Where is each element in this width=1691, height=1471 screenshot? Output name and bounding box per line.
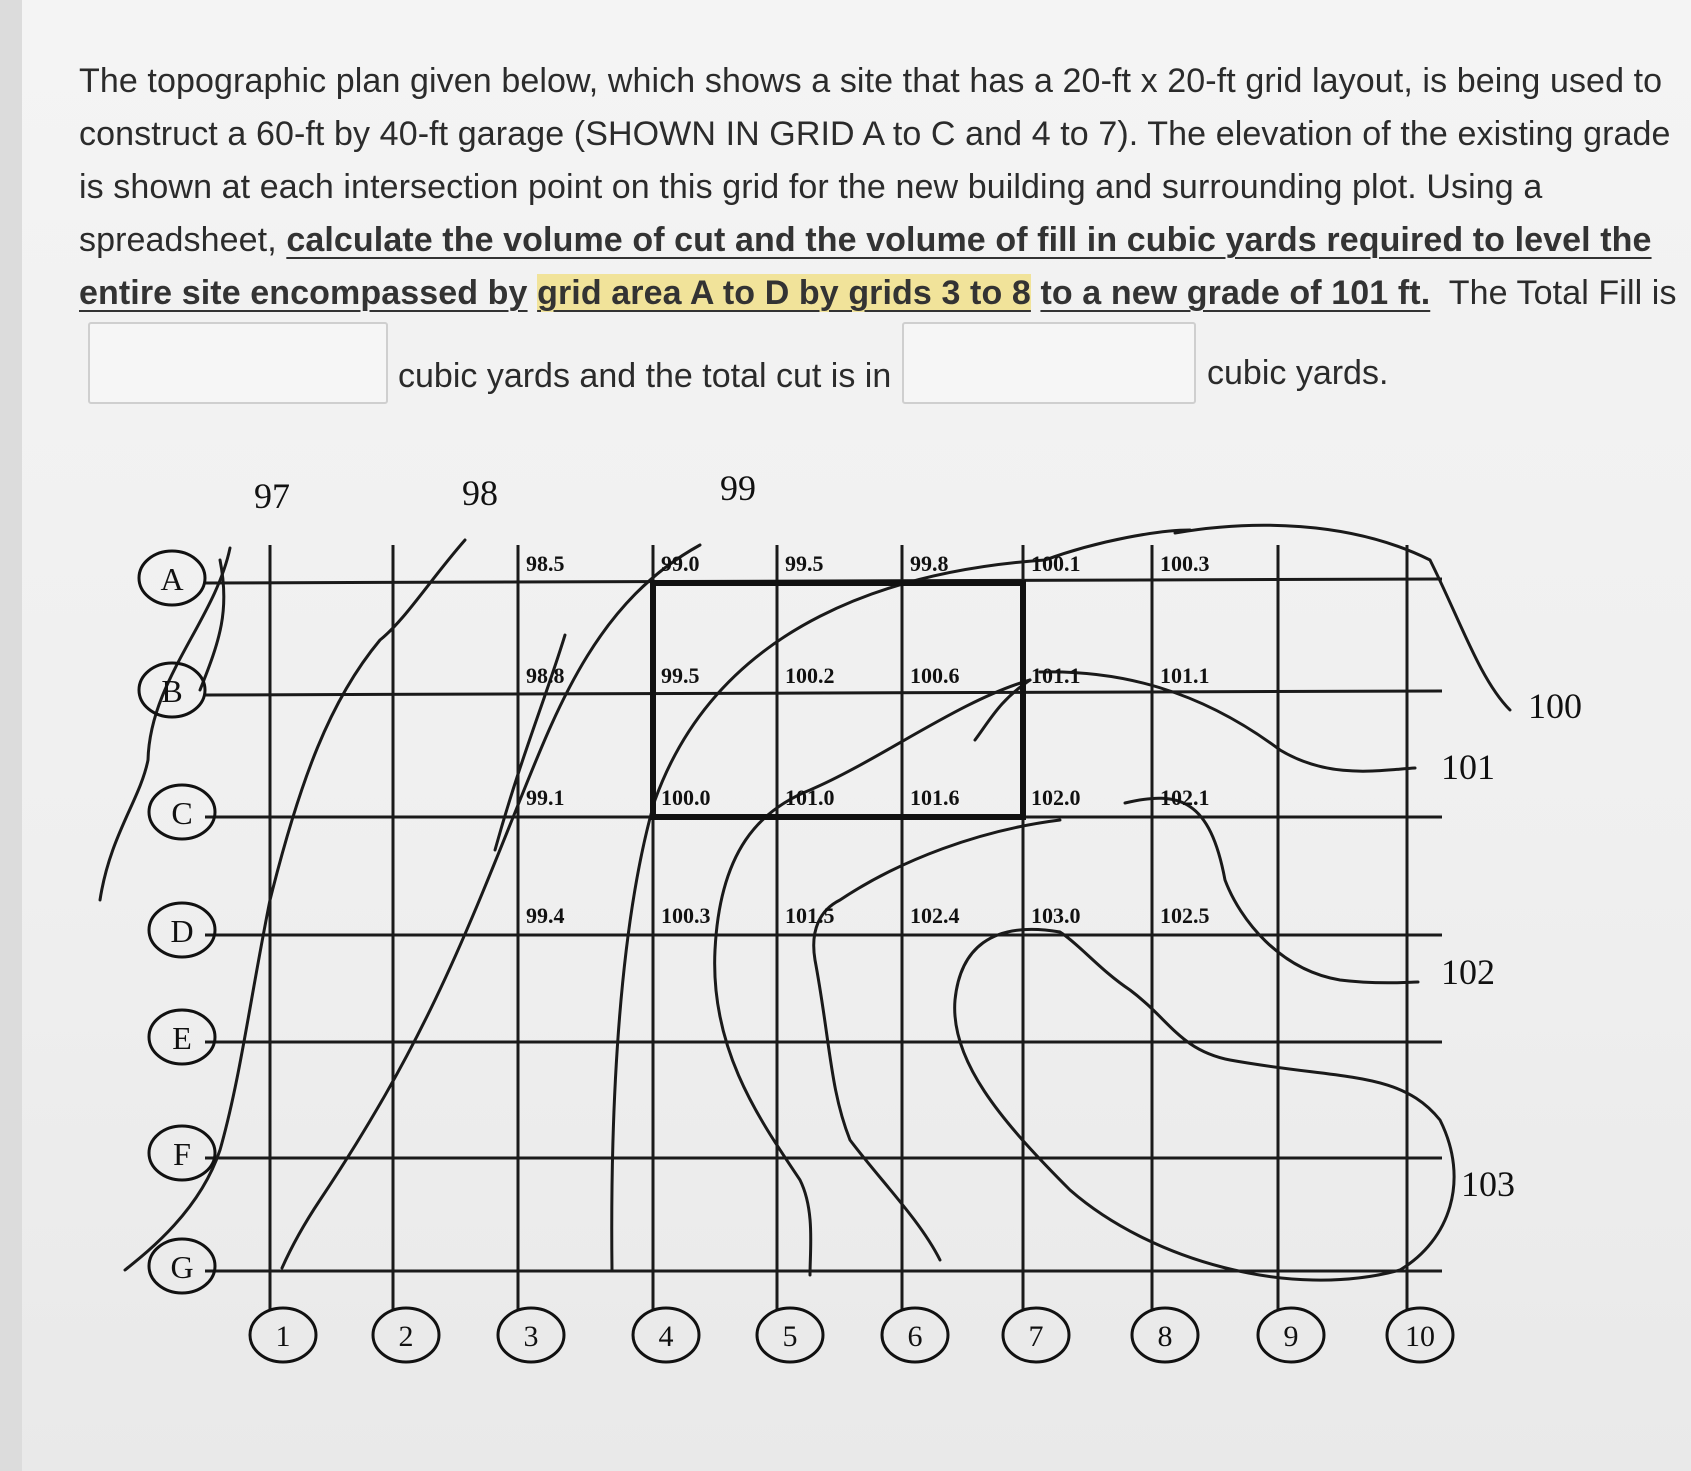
- contour-label: 99: [720, 468, 756, 508]
- column-label: 5: [782, 1320, 798, 1353]
- problem-text-intro: The topographic plan given below, which shows a site that has a 20-ft x 20-ft grid layout, is being used to construct a 60-ft by 40-ft garage (SHOWN IN GRID A to C and 4 to 7). The elevation of the existing grade is shown at each intersection point on this grid for the new building and surrounding plot. Using a spreadsheet,: [79, 62, 1671, 259]
- elevation-value: 101.1: [1031, 663, 1081, 688]
- elevation-value: 100.6: [910, 663, 960, 688]
- cut-unit-label: cubic yards.: [1207, 354, 1389, 392]
- problem-underlined-1: calculate the volume of cut and the volume of fill in cubic yards required to level the entire site encompassed by: [79, 221, 1652, 312]
- problem-underlined-2: to a new grade of 101 ft.: [1040, 274, 1431, 312]
- column-label: 1: [275, 1320, 291, 1353]
- column-label: 10: [1405, 1320, 1435, 1353]
- row-label: D: [170, 913, 194, 949]
- row-label: C: [171, 795, 193, 831]
- contour-102: [814, 798, 1418, 1260]
- elevation-value: 100.2: [785, 663, 835, 688]
- contour-label: 103: [1461, 1164, 1515, 1204]
- row-labels: [139, 551, 215, 1293]
- elevation-value: 99.1: [526, 785, 565, 810]
- elevation-value: 101.0: [785, 785, 835, 810]
- row-label: A: [160, 561, 184, 597]
- elevation-value: 100.3: [1160, 551, 1210, 576]
- elevation-value: 102.0: [1031, 785, 1081, 810]
- elevation-value: 102.4: [910, 903, 960, 928]
- elevation-value: 100.3: [661, 903, 711, 928]
- column-label: 7: [1028, 1320, 1044, 1353]
- column-label: 4: [658, 1320, 674, 1353]
- contour-label: 102: [1441, 952, 1495, 992]
- elevation-value: 99.5: [785, 551, 824, 576]
- elevation-value: 99.0: [661, 551, 700, 576]
- elevation-value: 99.8: [910, 551, 949, 576]
- problem-highlighted: grid area A to D by grids 3 to 8: [537, 274, 1031, 312]
- elevation-value: 101.6: [910, 785, 960, 810]
- column-label: 3: [523, 1320, 539, 1353]
- elevation-value: 100.0: [661, 785, 711, 810]
- garage-footprint: [653, 583, 1023, 817]
- column-label: 9: [1283, 1320, 1299, 1353]
- contour-99: [282, 545, 700, 1268]
- elevation-value: 102.1: [1160, 785, 1210, 810]
- contour-97: [100, 548, 230, 900]
- contour-label: 97: [254, 476, 290, 516]
- contour-label: 101: [1441, 747, 1495, 787]
- elevation-value: 101.1: [1160, 663, 1210, 688]
- row-label: E: [172, 1020, 192, 1056]
- elevation-value: 98.5: [526, 551, 565, 576]
- column-label: 6: [907, 1320, 923, 1353]
- elevation-value: 99.5: [661, 663, 700, 688]
- elevation-value: 99.4: [526, 903, 565, 928]
- elevation-value: 102.5: [1160, 903, 1210, 928]
- column-label: 8: [1157, 1320, 1173, 1353]
- row-label: F: [173, 1136, 191, 1172]
- grid-row-line: [205, 691, 1442, 695]
- elevation-value: 101.5: [785, 903, 835, 928]
- row-label: G: [170, 1249, 194, 1285]
- elevation-value: 103.0: [1031, 903, 1081, 928]
- contour-label: 100: [1528, 686, 1582, 726]
- elevation-value: 98.8: [526, 663, 565, 688]
- column-labels: [250, 1308, 1453, 1362]
- fill-unit-label: cubic yards and the total cut is in: [398, 357, 892, 395]
- problem-text-total-fill: The Total Fill is: [1448, 274, 1677, 312]
- elevation-labels: [526, 551, 1210, 928]
- contour-label: 98: [462, 473, 498, 513]
- row-label: B: [161, 673, 183, 709]
- column-label: 2: [398, 1320, 414, 1353]
- elevation-value: 100.1: [1031, 551, 1081, 576]
